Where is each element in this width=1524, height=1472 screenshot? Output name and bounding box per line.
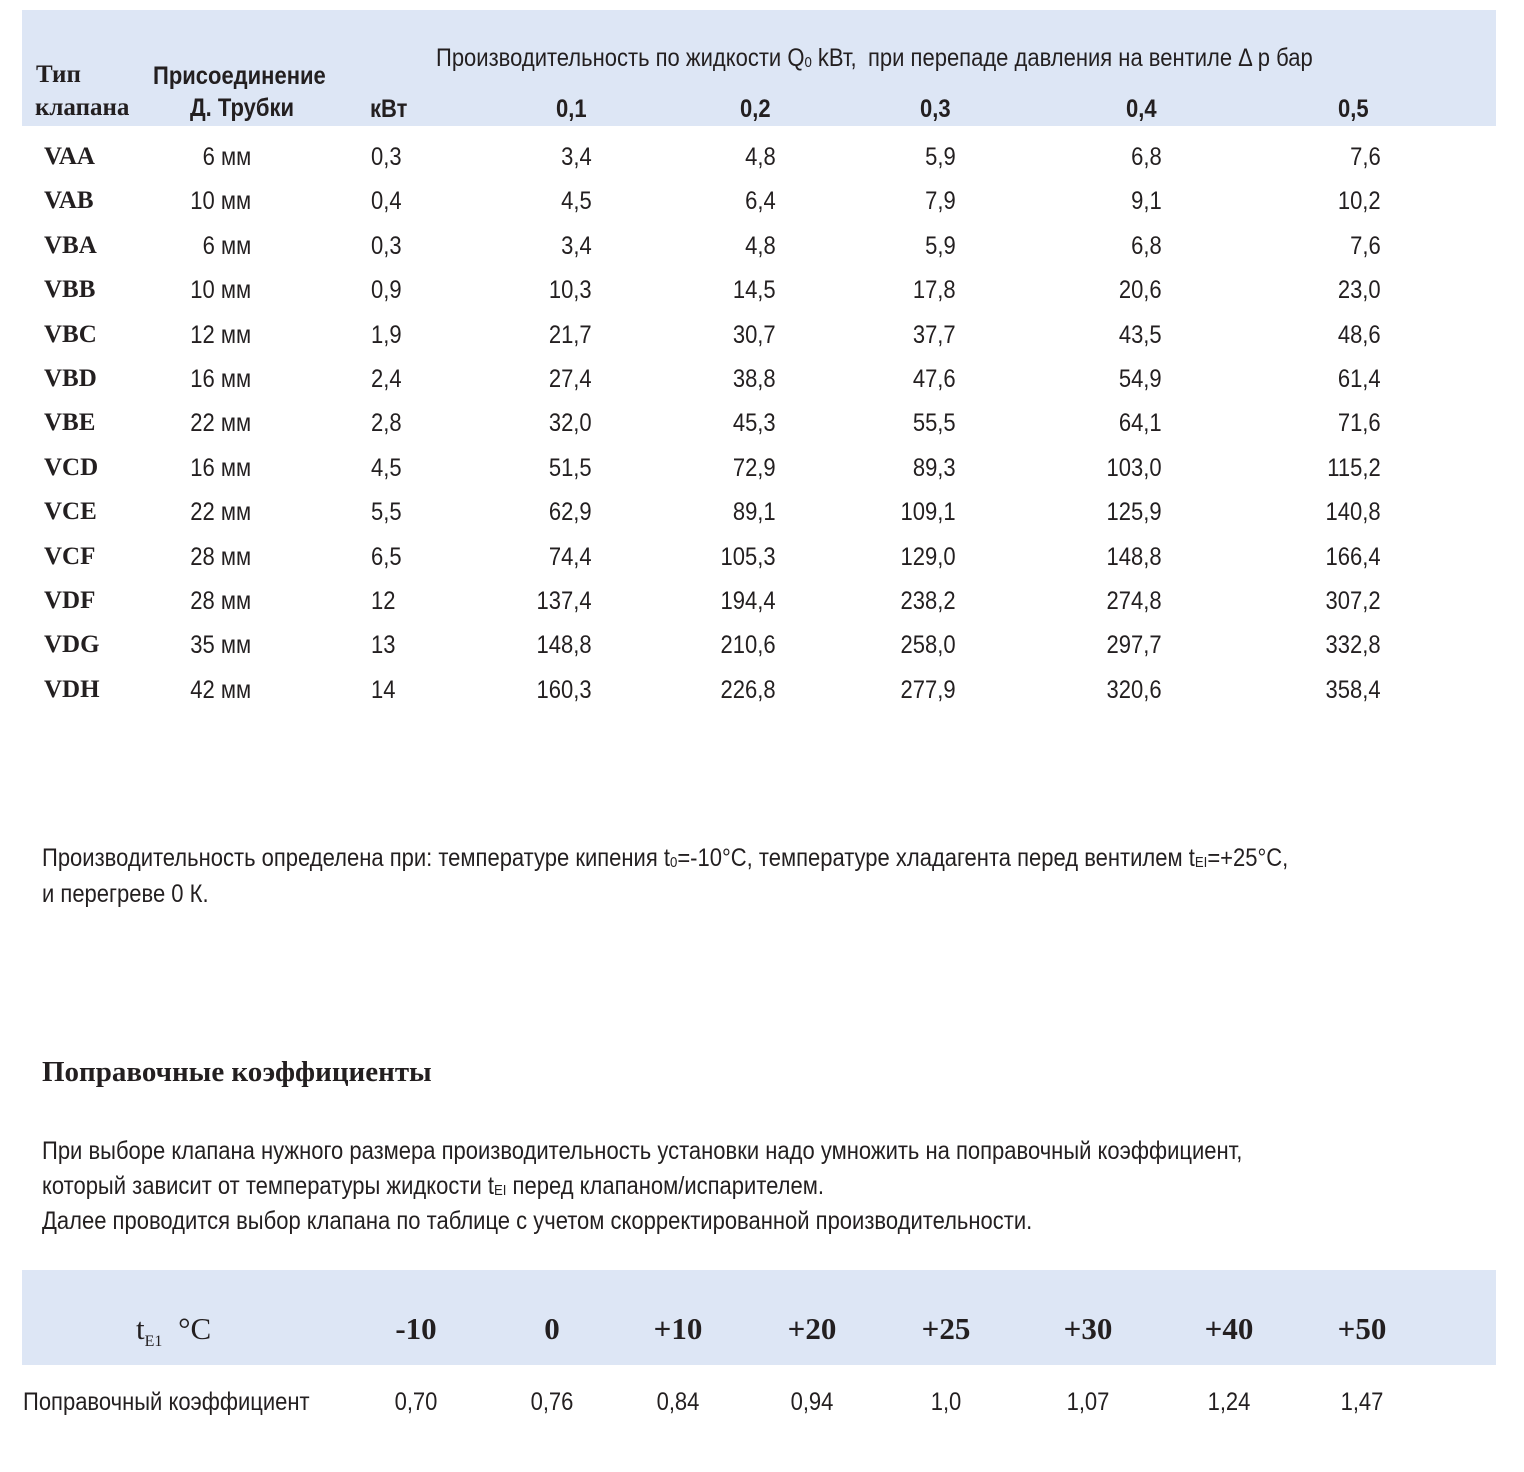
correction-p2-b: перед клапаном/испарителем. [506, 1172, 824, 1200]
row-type: VBA [44, 231, 97, 259]
row-value: 89,1 [733, 498, 776, 527]
row-value: 125,9 [1106, 498, 1162, 527]
header-type-line1: Тип [36, 61, 81, 88]
correction-factor: 0,70 [394, 1388, 438, 1416]
row-value: 115,2 [1327, 453, 1381, 482]
row-value: 51,5 [549, 453, 592, 482]
row-connection: 6 мм [202, 231, 251, 260]
header-pressure-1: 0,1 [556, 95, 587, 123]
row-kw: 1,9 [371, 320, 402, 349]
row-value: 258,0 [900, 631, 956, 660]
row-kw: 4,5 [371, 453, 402, 482]
row-value: 20,6 [1119, 276, 1162, 305]
row-type: VBC [44, 320, 97, 348]
row-connection: 28 мм [190, 586, 251, 615]
header-capacity-prefix: Производительность по жидкости Q [436, 44, 805, 72]
row-value: 160,3 [536, 675, 592, 704]
row-value: 105,3 [720, 542, 776, 571]
correction-factor: 1,07 [1066, 1388, 1110, 1416]
row-value: 32,0 [549, 409, 592, 438]
note-text-a: Производительность определена при: температуре кипения t [42, 844, 670, 872]
row-value: 320,6 [1106, 675, 1162, 704]
row-kw: 0,4 [371, 187, 402, 216]
correction-temp: +10 [653, 1311, 703, 1346]
table-row [0, 537, 1524, 581]
row-value: 129,0 [900, 542, 956, 571]
main-table-body [0, 137, 1524, 714]
row-value: 4,8 [745, 231, 776, 260]
row-type: VDH [44, 675, 100, 703]
row-value: 140,8 [1325, 498, 1381, 527]
row-value: 307,2 [1325, 586, 1381, 615]
correction-temp: -10 [395, 1311, 437, 1346]
row-value: 4,8 [745, 143, 776, 171]
row-type: VCD [44, 453, 99, 481]
table-row [0, 403, 1524, 447]
note-sub-2: EI [1194, 854, 1208, 871]
row-value: 226,8 [720, 675, 776, 704]
row-connection: 28 мм [190, 542, 251, 571]
correction-header-temperature [136, 1311, 211, 1351]
note-text-c: =+25°С, [1207, 844, 1289, 872]
row-value: 7,6 [1350, 231, 1381, 260]
header-pressure-4: 0,4 [1126, 95, 1157, 123]
row-value: 3,4 [561, 143, 592, 171]
row-value: 6,8 [1131, 143, 1162, 171]
row-value: 45,3 [733, 409, 776, 438]
row-kw: 6,5 [371, 542, 402, 571]
correction-paragraph-3: Далее проводится выбор клапана по таблице с учетом скорректированной производительности. [42, 1207, 1033, 1235]
correction-temp: +30 [1063, 1311, 1113, 1346]
correction-table-header [22, 1270, 1496, 1365]
row-kw: 13 [371, 631, 396, 660]
table-row [0, 625, 1524, 669]
correction-factor: 0,84 [656, 1388, 700, 1416]
correction-p2-sub: EI [493, 1182, 507, 1199]
row-value: 54,9 [1119, 364, 1162, 393]
row-kw: 12 [371, 586, 396, 615]
row-connection: 6 мм [202, 143, 251, 171]
row-value: 148,8 [536, 631, 592, 660]
header-capacity-suffix: при перепаде давления на вентиле Δ р бар [868, 44, 1313, 72]
row-value: 48,6 [1338, 320, 1381, 349]
row-value: 38,8 [733, 364, 776, 393]
row-value: 6,8 [1131, 231, 1162, 260]
row-type: VCF [44, 542, 96, 570]
row-connection: 10 мм [190, 276, 251, 305]
correction-factor: 0,94 [790, 1388, 834, 1416]
row-connection: 22 мм [190, 498, 251, 527]
row-connection: 22 мм [190, 409, 251, 438]
row-value: 23,0 [1338, 276, 1381, 305]
correction-factor: 1,24 [1207, 1388, 1251, 1416]
row-value: 27,4 [549, 364, 592, 393]
correction-header-t: t [136, 1311, 145, 1346]
row-type: VAB [44, 187, 94, 215]
row-value: 238,2 [900, 586, 956, 615]
row-value: 74,4 [549, 542, 592, 571]
row-value: 297,7 [1106, 631, 1162, 660]
correction-row-label: Поправочный коэффициент [23, 1388, 310, 1416]
row-connection: 16 мм [190, 453, 251, 482]
table-row [0, 359, 1524, 403]
row-kw: 2,8 [371, 409, 402, 438]
row-value: 14,5 [733, 276, 776, 305]
row-value: 89,3 [913, 453, 956, 482]
header-pressure-3: 0,3 [920, 95, 951, 123]
row-value: 5,9 [925, 143, 956, 171]
row-value: 332,8 [1325, 631, 1381, 660]
row-kw: 0,9 [371, 276, 402, 305]
row-type: VBD [44, 364, 97, 392]
row-value: 62,9 [549, 498, 592, 527]
row-value: 43,5 [1119, 320, 1162, 349]
row-value: 71,6 [1338, 409, 1381, 438]
row-kw: 0,3 [371, 143, 402, 171]
row-value: 55,5 [913, 409, 956, 438]
correction-temp: +40 [1204, 1311, 1254, 1346]
row-value: 7,6 [1350, 143, 1381, 171]
row-value: 274,8 [1106, 586, 1162, 615]
row-value: 37,7 [913, 320, 956, 349]
row-value: 10,2 [1338, 187, 1381, 216]
row-value: 64,1 [1119, 409, 1162, 438]
row-kw: 2,4 [371, 364, 402, 393]
table-row [0, 226, 1524, 270]
row-value: 137,4 [536, 586, 592, 615]
header-capacity-subscript: 0 [804, 54, 812, 71]
row-kw: 0,3 [371, 231, 402, 260]
row-kw: 14 [371, 675, 396, 704]
note-sub-1: 0 [669, 854, 678, 871]
correction-paragraph-1: При выборе клапана нужного размера производительность установки надо умножить на поправочный коэффициент, [42, 1137, 1243, 1165]
table-row [0, 492, 1524, 536]
note-line-2: и перегреве 0 К. [42, 880, 209, 908]
header-connection-line1: Присоединение [153, 62, 326, 90]
correction-title: Поправочные коэффициенты [42, 1056, 432, 1088]
correction-header-unit: °C [178, 1311, 212, 1346]
row-value: 61,4 [1338, 364, 1381, 393]
table-row [0, 137, 1524, 181]
note-line-1 [42, 841, 1288, 879]
row-value: 47,6 [913, 364, 956, 393]
row-value: 21,7 [549, 320, 592, 349]
row-value: 277,9 [900, 675, 956, 704]
correction-factor: 1,0 [930, 1388, 962, 1416]
correction-temp: +50 [1337, 1311, 1387, 1346]
row-kw: 5,5 [371, 498, 402, 527]
row-value: 166,4 [1325, 542, 1381, 571]
row-connection: 10 мм [190, 187, 251, 216]
row-connection: 35 мм [190, 631, 251, 660]
row-type: VBB [44, 276, 96, 304]
header-pressure-2: 0,2 [740, 95, 771, 123]
row-value: 3,4 [561, 231, 592, 260]
table-row [0, 448, 1524, 492]
header-connection-line2: Д. Трубки [190, 94, 295, 122]
row-value: 17,8 [913, 276, 956, 305]
header-type-line2: клапана [35, 94, 130, 121]
row-value: 30,7 [733, 320, 776, 349]
header-capacity-group [436, 44, 1313, 73]
table-row [0, 315, 1524, 359]
correction-header-sub: E1 [144, 1333, 163, 1351]
row-value: 72,9 [733, 453, 776, 482]
header-pressure-5: 0,5 [1338, 95, 1369, 123]
row-connection: 42 мм [190, 675, 251, 704]
row-value: 7,9 [925, 187, 956, 216]
correction-temp: +20 [787, 1311, 837, 1346]
row-type: VCE [44, 498, 97, 526]
note-text-b: =-10°С, температуре хладагента перед вентилем t [677, 844, 1195, 872]
row-value: 103,0 [1106, 453, 1162, 482]
row-value: 5,9 [925, 231, 956, 260]
row-connection: 16 мм [190, 364, 251, 393]
correction-factor: 1,47 [1340, 1388, 1384, 1416]
row-value: 6,4 [745, 187, 776, 216]
row-type: VAA [44, 143, 95, 170]
row-value: 109,1 [900, 498, 956, 527]
correction-paragraph-2 [42, 1169, 824, 1207]
row-type: VDG [44, 631, 100, 659]
row-type: VBE [44, 409, 96, 437]
correction-temp: 0 [544, 1311, 560, 1346]
row-value: 148,8 [1106, 542, 1162, 571]
table-row [0, 270, 1524, 314]
header-capacity-unit: kВт, [811, 44, 857, 72]
row-value: 10,3 [549, 276, 592, 305]
correction-p2-a: который зависит от температуры жидкости t [42, 1172, 494, 1200]
table-row [0, 581, 1524, 625]
row-value: 4,5 [561, 187, 592, 216]
correction-temp: +25 [921, 1311, 971, 1346]
row-type: VDF [44, 586, 96, 614]
row-value: 210,6 [720, 631, 776, 660]
row-value: 194,4 [720, 586, 776, 615]
table-row [0, 670, 1524, 714]
header-kw: кВт [370, 95, 408, 123]
row-value: 358,4 [1325, 675, 1381, 704]
table-row [0, 181, 1524, 225]
row-connection: 12 мм [190, 320, 251, 349]
correction-factor: 0,76 [530, 1388, 574, 1416]
row-value: 9,1 [1131, 187, 1162, 216]
